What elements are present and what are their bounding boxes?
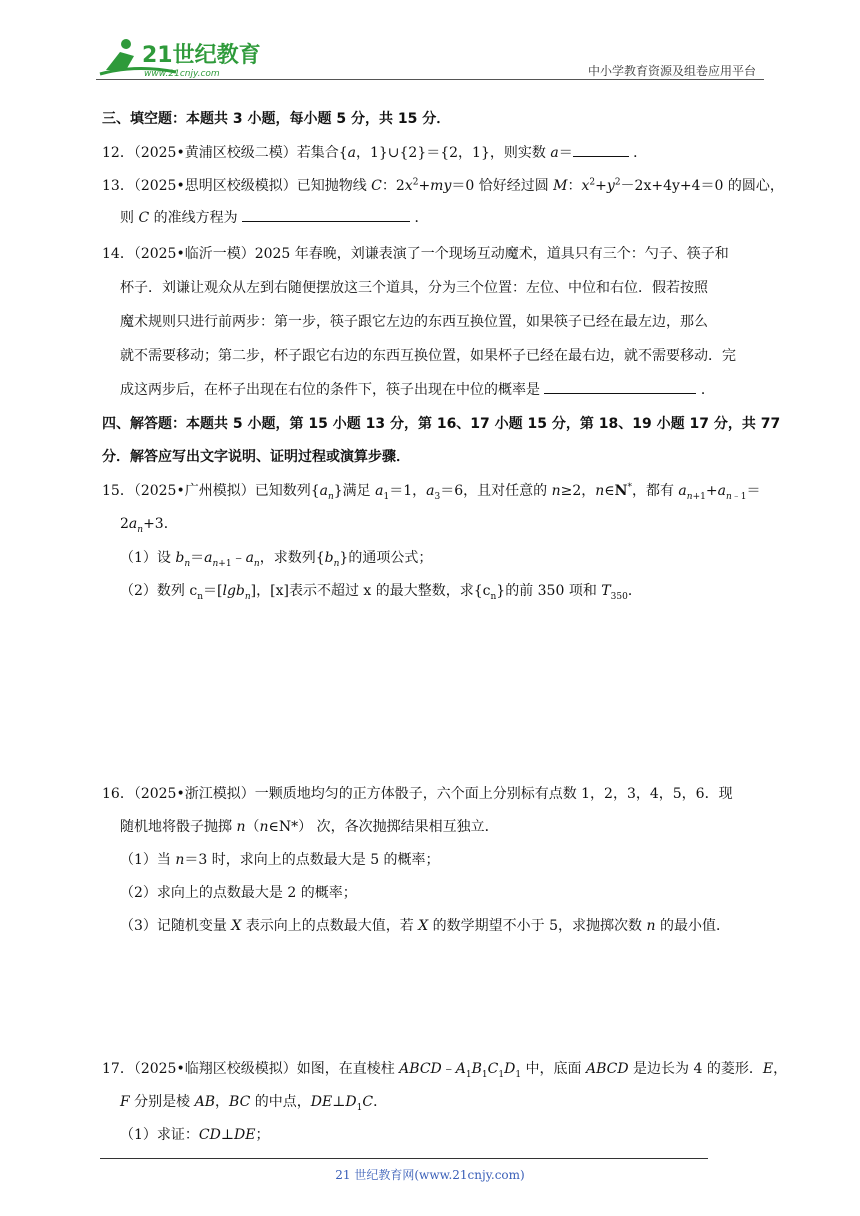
- question-14-line3: 魔术规则只进行前两步：第一步，筷子跟它左边的东西互换位置，如果筷子已经在最左边，那么: [120, 314, 708, 330]
- question-13-line1: 13．（2025•思明区校级模拟）已知抛物线 C：$2x^2+my=0$ 恰好经过圆 M：$x^2+y^2-2x+4y+4=0$ 的圆心，: [102, 177, 784, 194]
- question-17-line2: F 分别是棱 AB，BC 的中点，$DE\perp D_1C$．: [120, 1094, 388, 1113]
- section-3-title: 三、填空题：本题共 3 小题，每小题 5 分，共 15 分．: [102, 111, 451, 127]
- section-4-title-line1: 四、解答题：本题共 5 小题，第 15 小题 13 分，第 16、17 小题 15 分，第 18、19 小题 17 分，共 77: [102, 416, 781, 432]
- question-17-part1: （1）求证：CD⊥DE；: [120, 1127, 270, 1143]
- footer-divider: [100, 1158, 708, 1159]
- question-16-part1: （1）当 n＝3 时，求向上的点数最大是 5 的概率；: [120, 852, 440, 868]
- svg-text:21世纪教育: 21世纪教育: [142, 43, 261, 68]
- question-14-line1: 14．（2025•临沂一模）2025 年春晚，刘谦表演了一个现场互动魔术，道具只有三个：勺子、筷子和: [102, 246, 729, 262]
- question-15-part2: （2）数列 $c_n=[\lg b_n]$，[x]表示不超过 x 的最大整数，求$\{c_n\}$的前 350 项和 $T_{350}$．: [120, 583, 642, 602]
- question-16-line2: 随机地将骰子抛掷 n（n∈N*） 次，各次抛掷结果相互独立．: [120, 819, 499, 835]
- question-13-line2: 则 C 的准线方程为 ．: [120, 210, 429, 226]
- question-16-part2: （2）求向上的点数最大是 2 的概率；: [120, 885, 357, 901]
- question-16-line1: 16．（2025•浙江模拟）一颗质地均匀的正方体骰子，六个面上分别标有点数 1，2，3，4，5，6．现: [102, 786, 733, 802]
- question-16-part3: （3）记随机变量 X 表示向上的点数最大值，若 X 的数学期望不小于 5，求抛掷次数 n 的最小值．: [120, 918, 730, 934]
- footer-site: 21 世纪教育网(www.21cnjy.com): [335, 1168, 525, 1182]
- question-12: 12．（2025•黄浦区校级二模）若集合{a，1}∪{2}＝{2，1}，则实数 a＝ ．: [102, 145, 648, 161]
- question-15-line1: 15．（2025•广州模拟）已知数列$\{a_n\}$满足 $a_1=1$，$a_3=6$，且对任意的 n≥2，n∈N*，都有 $a_{n+1}+a_{n﹣1}=$: [102, 482, 761, 502]
- svg-text:www.21cnjy.com: www.21cnjy.com: [144, 69, 220, 79]
- question-14-line2: 杯子．刘谦让观众从左到右随便摆放这三个道具，分为三个位置：左位、中位和右位．假若按照: [120, 280, 708, 296]
- question-14-line5: 成这两步后，在杯子出现在右位的条件下，筷子出现在中位的概率是 ．: [120, 382, 715, 398]
- section-4-title-line2: 分．解答应写出文字说明、证明过程或演算步骤．: [102, 449, 410, 465]
- question-15-part1: （1）设 $b_n=a_{n+1}﹣a_n$，求数列$\{b_n\}$的通项公式；: [120, 550, 433, 569]
- header-platform-text: 中小学教育资源及组卷应用平台: [587, 64, 756, 78]
- question-14-line4: 就不需要移动；第二步，杯子跟它右边的东西互换位置，如果杯子已经在最右边，就不需要移动．完: [120, 348, 736, 364]
- logo-21cnjy: [96, 36, 266, 80]
- question-17-line1: 17．（2025•临翔区校级模拟）如图，在直棱柱 $ABCD﹣A_1B_1C_1D_1$ 中，底面 ABCD 是边长为 4 的菱形．E，: [102, 1061, 788, 1080]
- page-header: [96, 36, 764, 80]
- question-15-line2: $2a_n+3$．: [120, 516, 178, 535]
- header-divider: [96, 79, 764, 80]
